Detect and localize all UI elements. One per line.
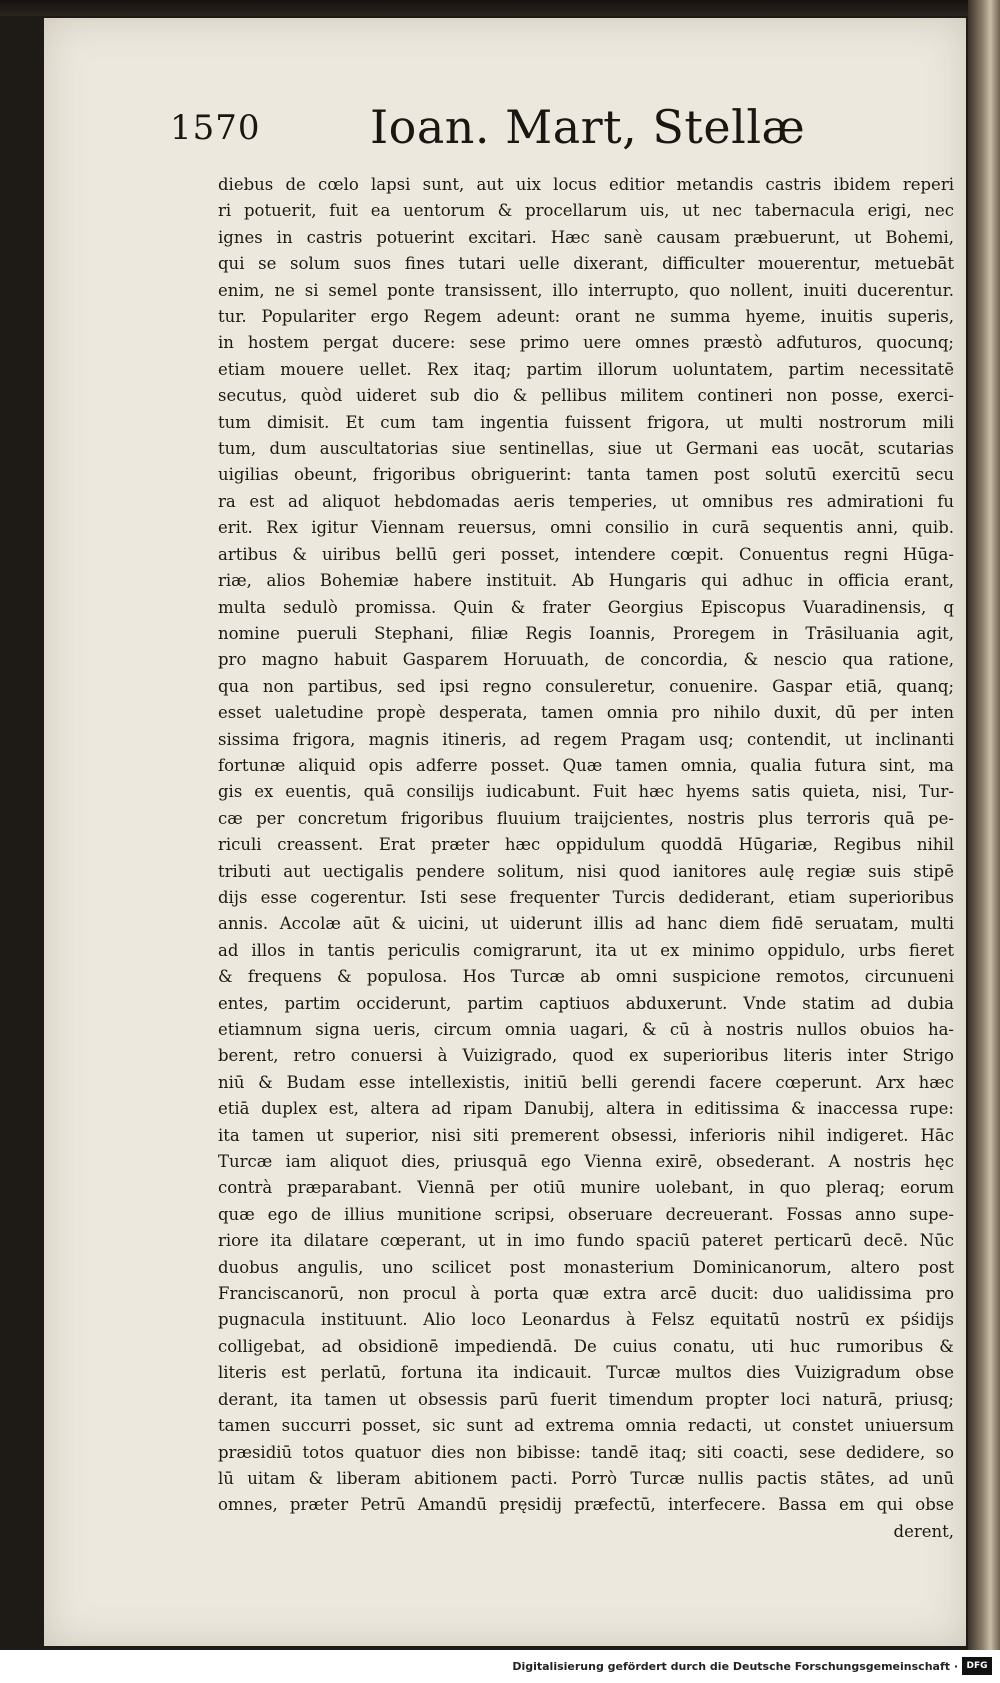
text-line: tur. Populariter ergo Regem adeunt: orant ne summa hyeme, inuitis superis, xyxy=(218,307,954,327)
text-line: in hostem pergat ducere: sese primo uere omnes præstò adfuturos, quocunq; xyxy=(218,333,954,353)
text-line: annis. Accolæ aūt & uicini, ut uiderunt illis ad hanc diem fidē seruatam, multi xyxy=(218,914,954,934)
text-line: duobus angulis, uno scilicet post monasterium Dominicanorum, altero post xyxy=(218,1257,954,1277)
text-line: ad illos in tantis periculis comigrarunt, ita ut ex minimo oppidulo, urbs fieret xyxy=(218,940,954,960)
text-line: tributi aut uectigalis pendere solitum, nisi quod ianitores aulę regiæ suis stipē xyxy=(218,861,954,881)
page-header xyxy=(170,100,930,166)
text-line: tamen succurri posset, sic sunt ad extrema omnia redacti, ut constet uniuersum xyxy=(218,1416,954,1436)
text-line: qui se solum suos fines tutari uelle dixerant, difficulter mouerentur, metuebāt xyxy=(218,254,954,274)
text-line: riore ita dilatare cœperant, ut in imo fundo spaciū pateret perticarū decē. Nūc xyxy=(218,1231,954,1251)
text-line: etiamnum signa ueris, circum omnia uagari, & cū à nostris nullos obuios ha- xyxy=(218,1020,954,1039)
text-line: literis est perlatū, fortuna ita indicauit. Turcæ multos dies Vuizigradum obse xyxy=(218,1363,954,1383)
text-line: niū & Budam esse intellexistis, initiū belli gerendi facere cœperunt. Arx hæc xyxy=(218,1072,954,1092)
text-line: enim, ne si semel ponte transissent, illo interrupto, quo nollent, inuiti ducerentur. xyxy=(218,280,954,300)
text-line: pugnacula instituunt. Alio loco Leonardus à Felsz equitatū nostrū ex pśidijs xyxy=(218,1310,954,1330)
text-line: tum, dum auscultatorias siue sentinellas, siue ut Germani eas uocāt, scutarias xyxy=(218,439,954,459)
scan-top-edge xyxy=(0,0,1000,16)
text-line: multa sedulò promissa. Quin & frater Georgius Episcopus Vuaradinensis, q xyxy=(218,597,954,617)
text-line: cæ per concretum frigoribus fluuium traijcientes, nostris plus terroris quā pe- xyxy=(218,808,954,828)
text-line: esset ualetudine propè desperata, tamen omnia pro nihilo duxit, dū per inten xyxy=(218,703,954,723)
text-line: riculi creassent. Erat præter hæc oppidulum quoddā Hūgariæ, Regibus nihil xyxy=(218,835,954,855)
text-line: tum dimisit. Et cum tam ingentia fuissent frigora, ut multi nostrorum mili xyxy=(218,412,954,432)
text-line: berent, retro conuersi à Vuizigrado, quod ex superioribus literis inter Strigo xyxy=(218,1046,954,1066)
text-line: quæ ego de illius munitione scripsi, obseruare decreuerant. Fossas anno supe- xyxy=(218,1204,954,1224)
text-line: sissima frigora, magnis itineris, ad regem Pragam usq; contendit, ut inclinanti xyxy=(218,729,954,749)
running-title: Ioan. Mart, Stellæ xyxy=(370,100,806,154)
text-line: diebus de cœlo lapsi sunt, aut uix locus editior metandis castris ibidem reperi xyxy=(218,175,954,194)
text-line: colligebat, ad obsidionē impediendā. De cuius conatu, uti huc rumoribus & xyxy=(218,1336,954,1356)
text-line: riæ, alios Bohemiæ habere instituit. Ab Hungaris qui adhuc in officia erant, xyxy=(218,571,954,591)
book-page-edges xyxy=(968,0,1000,1650)
text-line: contrà præparabant. Viennā per otiū munire uolebant, in quo pleraq; eorum xyxy=(218,1178,954,1198)
body-text xyxy=(218,172,954,1545)
text-line: ri potuerit, fuit ea uentorum & procellarum uis, ut nec tabernacula erigi, nec xyxy=(218,201,954,221)
text-line: gis ex euentis, quā consilijs iudicabunt. Fuit hæc hyems satis quieta, nisi, Tur- xyxy=(218,782,954,802)
text-line: lū uitam & liberam abitionem pacti. Porrò Turcæ nullis pactis stātes, ad unū xyxy=(218,1468,954,1488)
text-line: Turcæ iam aliquot dies, priusquā ego Vienna exirē, obsederant. A nostris hęc xyxy=(218,1152,954,1172)
dfg-logo: DFG xyxy=(962,1657,992,1675)
text-line: ita tamen ut superior, nisi siti premerent obsessi, inferioris nihil indigeret. Hāc xyxy=(218,1125,954,1145)
text-line: præsidiū totos quatuor dies non bibisse: tandē itaq; siti coacti, sese dedidere, so xyxy=(218,1442,954,1462)
digitization-credit: Digitalisierung gefördert durch die Deutsche Forschungsgemeinschaft · xyxy=(512,1660,958,1673)
text-line: qua non partibus, sed ipsi regno consuleretur, conuenire. Gaspar etiā, quanq; xyxy=(218,676,954,696)
text-line: ra est ad aliquot hebdomadas aeris temperies, ut omnibus res admirationi fu xyxy=(218,491,954,511)
text-line: uigilias obeunt, frigoribus obriguerint: tanta tamen post solutū exercitū secu xyxy=(218,465,954,485)
text-line: Franciscanorū, non procul à porta quæ extra arcē ducit: duo ualidissima pro xyxy=(218,1284,954,1304)
text-line: derant, ita tamen ut obsessis parū fuerit timendum propter loci naturā, priusq; xyxy=(218,1389,954,1409)
text-line: & frequens & populosa. Hos Turcæ ab omni suspicione remotos, circunueni xyxy=(218,967,954,987)
text-line: artibus & uiribus bellū geri posset, intendere cœpit. Conuentus regni Hūga- xyxy=(218,544,954,564)
footer-bar xyxy=(0,1650,1000,1683)
text-line: etiā duplex est, altera ad ripam Danubij, altera in editissima & inaccessa rupe: xyxy=(218,1099,954,1119)
text-line: secutus, quòd uideret sub dio & pellibus militem contineri non posse, exerci- xyxy=(218,386,954,406)
text-line: fortunæ aliquid opis adferre posset. Quæ tamen omnia, qualia futura sint, ma xyxy=(218,755,954,775)
text-line: ignes in castris potuerint excitari. Hæc sanè causam præbuerunt, ut Bohemi, xyxy=(218,227,954,247)
text-line: omnes, præter Petrū Amandū pręsidij præfectū, interfecere. Bassa em qui obse xyxy=(218,1495,954,1515)
text-line: pro magno habuit Gasparem Horuuath, de concordia, & nescio qua ratione, xyxy=(218,650,954,670)
page-number: 1570 xyxy=(170,108,261,148)
text-line: nomine pueruli Stephani, filiæ Regis Ioannis, Proregem in Trāsiluania agit, xyxy=(218,623,954,643)
text-line: etiam mouere uellet. Rex itaq; partim illorum uoluntatem, partim necessitatē xyxy=(218,359,954,379)
text-line: erit. Rex igitur Viennam reuersus, omni consilio in curā sequentis anni, quib. xyxy=(218,518,954,538)
text-line: dijs esse cogerentur. Isti sese frequenter Turcis dediderant, etiam superioribus xyxy=(218,887,954,907)
text-line: derent, xyxy=(893,1521,954,1541)
text-line: entes, partim occiderunt, partim captiuos abduxerunt. Vnde statim ad dubia xyxy=(218,993,954,1013)
